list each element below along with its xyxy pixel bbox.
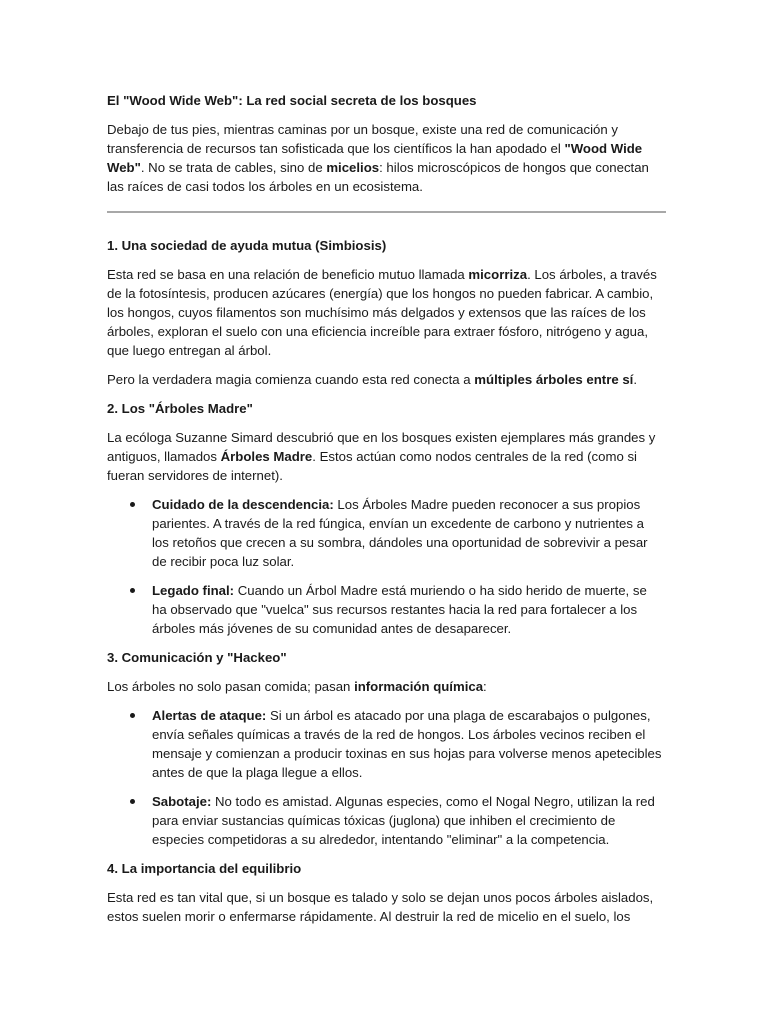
arboles-madre-term: Árboles Madre: [220, 449, 313, 464]
micorriza-term: micorriza: [468, 267, 528, 282]
section-3-bullet-list: [107, 706, 664, 849]
section-3-heading: 3. Comunicación y "Hackeo": [107, 650, 287, 665]
informacion-quimica-term: información química: [354, 679, 484, 694]
section-1-paragraph-1: Esta red se basa en una relación de beneficio mutuo llamada micorriza. Los árboles, a través de la fotosíntesis, producen azúcares (energía) que los hongos no pueden fabricar. A cambio, los hongos, cuyos filamentos son muchísimo más delgados y extensos que las raíces de los árboles, exploran el suelo con una eficiencia increíble para extraer fósforo, nitrógeno y agua, que luego entregan al árbol.: [107, 267, 657, 358]
section-3-paragraph-1: Los árboles no solo pasan comida; pasan información química:: [107, 679, 487, 694]
section-2-bullet-list: [107, 495, 664, 638]
wood-wide-web-term: "Wood Wide Web": [107, 141, 643, 175]
bullet-icon: [130, 502, 135, 507]
micelios-term: micelios: [326, 160, 380, 175]
section-4-paragraph-1: Esta red es tan vital que, si un bosque es talado y solo se dejan unos pocos árboles aislados, estos suelen morir o enfermarse rápidamente. Al destruir la red de micelio en el suelo, los: [107, 890, 654, 924]
bullet-icon: [130, 588, 135, 593]
intro-paragraph: Debajo de tus pies, mientras caminas por un bosque, existe una red de comunicación y transferencia de recursos tan sofisticada que los científicos la han apodado el "Wood Wide Web". No se trata de cables, sino de micelios: hilos microscópicos de hongos que conectan las raíces de casi todos los árboles en un ecosistema.: [107, 122, 649, 194]
list-item: Alertas de ataque: Si un árbol es atacado por una plaga de escarabajos o pulgones, envía señales químicas a través de la red de hongos. Los árboles vecinos reciben el mensaje y comienzan a producir toxinas en sus hojas para volverse menos apetecibles antes de que la plaga llegue a ellos.: [107, 706, 664, 782]
section-1-paragraph-2: Pero la verdadera magia comienza cuando esta red conecta a múltiples árboles entre sí.: [107, 372, 637, 387]
section-4-heading: 4. La importancia del equilibrio: [107, 861, 302, 876]
section-1-heading: 1. Una sociedad de ayuda mutua (Simbiosis): [107, 238, 387, 253]
bullet-icon: [130, 799, 135, 804]
list-item: Legado final: Cuando un Árbol Madre está muriendo o ha sido herido de muerte, se ha observado que "vuelca" sus recursos restantes hacia la red para fortalecer a los árboles más jóvenes de su comunidad antes de desaparecer.: [107, 581, 664, 638]
section-2-paragraph-1: La ecóloga Suzanne Simard descubrió que en los bosques existen ejemplares más grandes y antiguos, llamados Árboles Madre. Estos actúan como nodos centrales de la red (como si fueran servidores de internet).: [107, 430, 656, 483]
list-item: Sabotaje: No todo es amistad. Algunas especies, como el Nogal Negro, utilizan la red para enviar sustancias químicas tóxicas (juglona) que inhiben el crecimiento de especies competidoras a su alrededor, intentando "eliminar" a la competencia.: [107, 792, 664, 849]
section-2-heading: 2. Los "Árboles Madre": [107, 401, 253, 416]
multiples-arboles-term: múltiples árboles entre sí: [474, 372, 634, 387]
document-title: El "Wood Wide Web": La red social secreta de los bosques: [107, 93, 477, 108]
bullet-icon: [130, 713, 135, 718]
list-item: Cuidado de la descendencia: Los Árboles Madre pueden reconocer a sus propios parientes. A través de la red fúngica, envían un excedente de carbono y nutrientes a los retoños que crecen a su sombra, dándoles una oportunidad de sobrevivir a pesar de recibir poca luz solar.: [107, 495, 664, 571]
horizontal-divider: [107, 211, 666, 213]
